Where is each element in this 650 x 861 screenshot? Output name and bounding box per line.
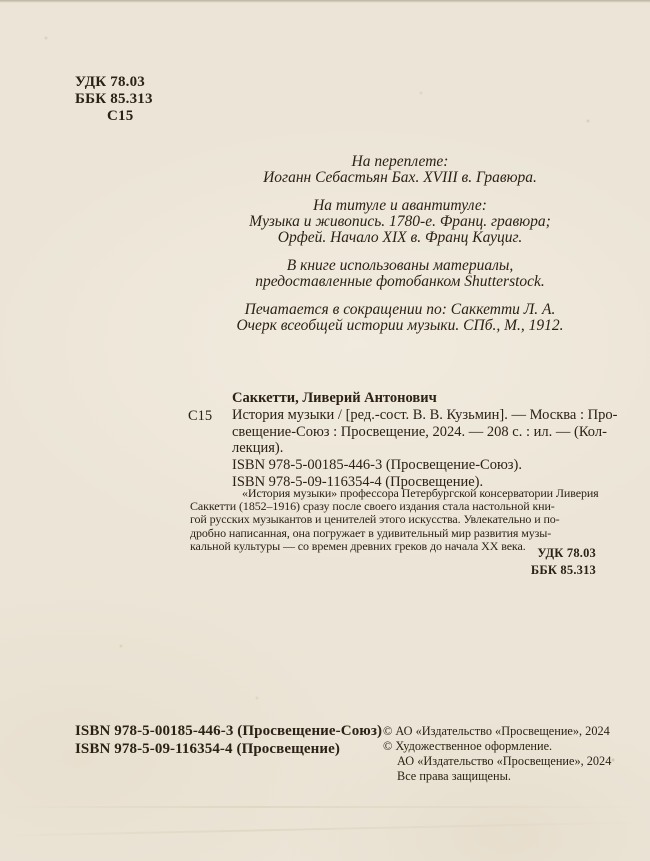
cover-note: [150, 154, 650, 186]
title-page-note: [150, 198, 650, 246]
cover-note-line: Иоганн Себастьян Бах. XVIII в. Гравюра.: [263, 169, 537, 186]
materials-note-line: В книге использованы материалы,: [286, 257, 514, 274]
author-sign-code: С15: [107, 108, 134, 124]
footer-isbn: ISBN 978-5-00185-446-3 (Просвещение-Союз): [75, 723, 383, 739]
record-line: лекция).: [232, 440, 284, 457]
paper-crease: [0, 806, 650, 808]
record-line: свещение-Союз : Просвещение, 2024. — 208 с. : ил. — (Кол-: [232, 423, 607, 440]
footer-isbn-block: [75, 722, 382, 758]
title-page-note-line: Музыка и живопись. 1780-е. Франц. гравюра;: [249, 213, 551, 230]
bbk-code: ББК 85.313: [75, 91, 153, 107]
record-author: Саккетти, Ливерий Антонович: [232, 390, 437, 406]
top-classification-codes: [75, 74, 153, 125]
footer-isbn: ISBN 978-5-09-116354-4 (Просвещение): [75, 741, 340, 757]
bibliographic-record: [232, 390, 618, 491]
record-author-sign-code: С15: [188, 407, 213, 424]
abridged-note: [150, 302, 650, 334]
udk-code: УДК 78.03: [75, 74, 145, 90]
abridged-note-line: Печатается в сокращении по: Саккетти Л. А.: [244, 301, 556, 318]
copyright-line: Все права защищены.: [397, 769, 511, 783]
annotation-line: дробно написанная, она погружает в удивительный мир развития музы-: [190, 525, 552, 540]
title-page-note-heading: На титуле и авантитуле:: [313, 197, 487, 214]
materials-note-line: предоставленные фотобанком Shutterstock.: [255, 273, 545, 290]
annotation-line: «История музыки» профессора Петербургской консерватории Ливерия: [242, 486, 599, 500]
annotation-line: гой русских музыкантов и ценителей этого искусства. Увлекательно и по-: [190, 512, 560, 527]
title-page-note-line: Орфей. Начало XIX в. Франц Кауциг.: [277, 229, 523, 246]
cover-note-heading: На переплете:: [351, 153, 449, 170]
record-isbn: ISBN 978-5-00185-446-3 (Просвещение-Союз).: [232, 457, 522, 474]
materials-note: [150, 258, 650, 290]
copyright-line: АО «Издательство «Просвещение», 2024: [397, 754, 612, 768]
bbk-code: ББК 85.313: [530, 562, 596, 577]
record-line: История музыки / [ред.-сост. В. В. Кузьмин]. — Москва : Про-: [232, 406, 618, 423]
copyright-block: [383, 724, 611, 784]
annotation-line: Саккетти (1852–1916) сразу после своего издания стала настольной кни-: [190, 499, 555, 514]
copyright-line: © Художественное оформление.: [383, 739, 553, 753]
paper-crease: [0, 821, 650, 837]
udk-code: УДК 78.03: [537, 546, 596, 560]
abridged-note-line: Очерк всеобщей истории музыки. СПб., М., 1912.: [236, 317, 564, 334]
copyright-line: © АО «Издательство «Просвещение», 2024: [383, 724, 610, 738]
record-isbn: ISBN 978-5-09-116354-4 (Просвещение).: [232, 473, 484, 490]
annotation-line: кальной культуры — со времен древних греков до начала XX века.: [190, 538, 526, 553]
edition-notes: [150, 154, 650, 346]
bottom-classification-codes: [232, 545, 596, 579]
annotation: [190, 487, 600, 553]
